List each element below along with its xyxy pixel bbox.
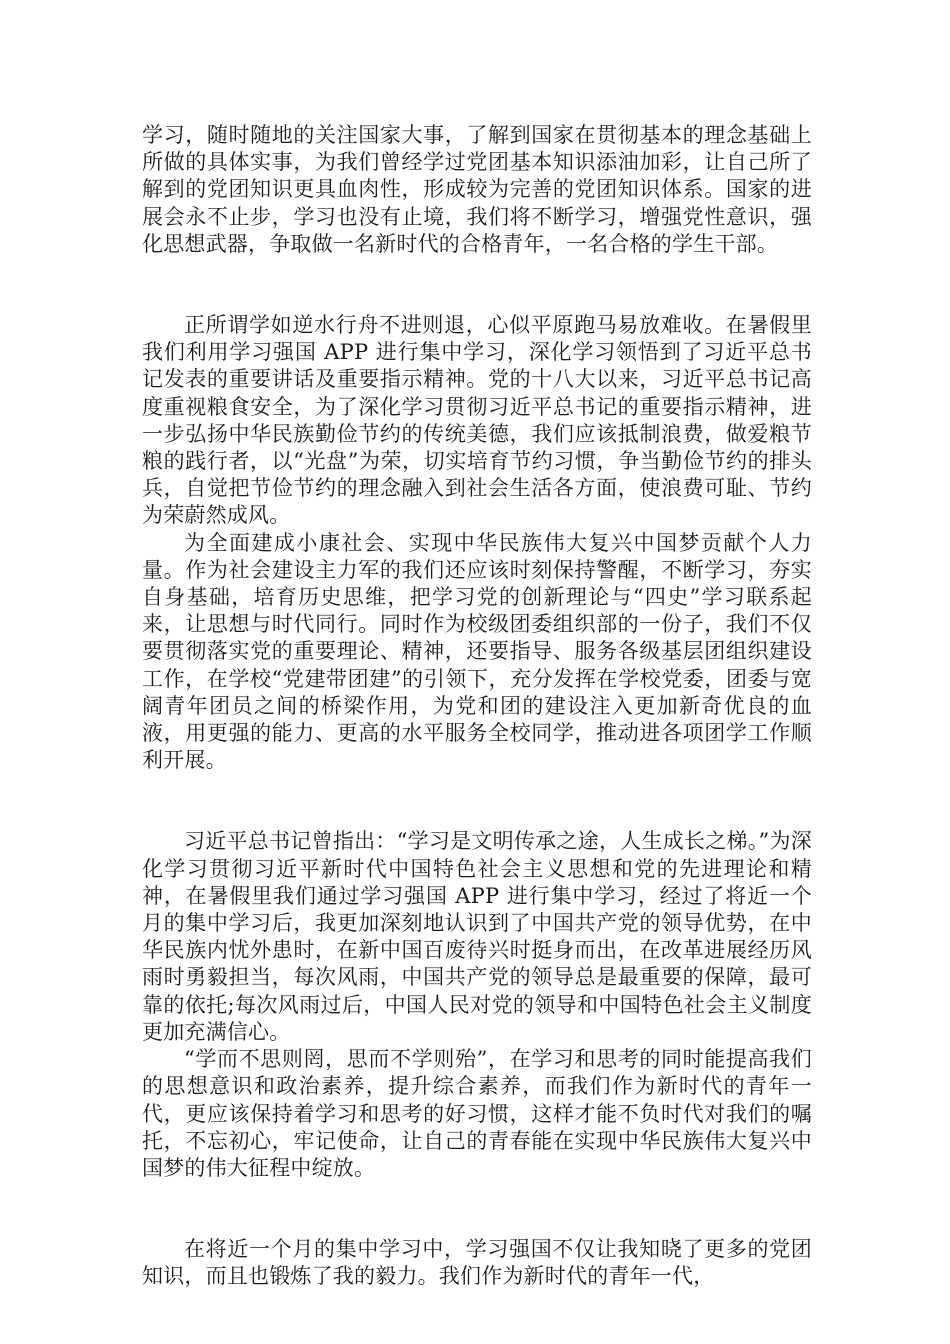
paragraph-spacer [142, 258, 812, 312]
paragraph-2: 正所谓学如逆水行舟不进则退，心似平原跑马易放难收。在暑假里我们利用学习强国 APP 进行集中学习，深化学习领悟到了习近平总书记发表的重要讲话及重要指示精神。党的十八大以来，习近平总书记高度重视粮食安全，为了深化学习贯彻习近平总书记的重要指示精神，进一步弘扬中华民族勤俭节约的传统美德，我们应该抵制浪费，做爱粮节粮的践行者，以“光盘”为荣，切实培育节约习惯，争当勤俭节约的排头兵，自觉把节俭节约的理念融入到社会生活各方面，使浪费可耻、节约为荣蔚然成风。 [142, 313, 812, 528]
paragraph-5: “学而不思则罔，思而不学则殆”，在学习和思考的同时能提高我们的思想意识和政治素养，提升综合素养，而我们作为新时代的青年一代，更应该保持着学习和思考的好习惯，这样才能不负时代对我们的嘱托，不忘初心，牢记使命，让自己的青春能在实现中华民族伟大复兴中国梦的伟大征程中绽放。 [142, 1047, 812, 1180]
paragraph-4: 习近平总书记曾指出：“学习是文明传承之途，人生成长之梯。”为深化学习贯彻习近平新时代中国特色社会主义思想和党的先进理论和精神，在暑假里我们通过学习强国 APP 进行集中学习，经过了将近一个月的集中学习后，我更加深刻地认识到了中国共产党的领导优势，在中华民族内忧外患时，在新中国百废待兴时挺身而出，在改革进展经历风雨时勇毅担当，每次风雨，中国共产党的领导总是最重要的保障，最可靠的依托;每次风雨过后，中国人民对党的领导和中国特色社会主义制度更加充满信心。 [142, 829, 812, 1044]
document-page [142, 122, 812, 1291]
paragraph-spacer [142, 774, 812, 828]
paragraph-3: 为全面建成小康社会、实现中华民族伟大复兴中国梦贡献个人力量。作为社会建设主力军的我们还应该时刻保持警醒，不断学习，夯实自身基础，培育历史思维，把学习党的创新理论与“四史”学习联系起来，让思想与时代同行。同时作为校级团委组织部的一份子，我们不仅要贯彻落实党的重要理论、精神，还要指导、服务各级基层团组织建设工作，在学校“党建带团建”的引领下，充分发挥在学校党委，团委与宽阔青年团员之间的桥梁作用，为党和团的建设注入更加新奇优良的血液，用更强的能力、更高的水平服务全校同学，推动进各项团学工作顺利开展。 [142, 530, 812, 773]
paragraph-spacer [142, 1182, 812, 1236]
paragraph-1: 学习，随时随地的关注国家大事，了解到国家在贯彻基本的理念基础上所做的具体实事，为我们曾经学过党团基本知识添油加彩，让自己所了解到的党团知识更具血肉性，形成较为完善的党团知识体系。国家的进展会永不止步，学习也没有止境，我们将不断学习，增强党性意识，强化思想武器，争取做一名新时代的合格青年，一名合格的学生干部。 [142, 123, 812, 256]
paragraph-6: 在将近一个月的集中学习中，学习强国不仅让我知晓了更多的党团知识，而且也锻炼了我的毅力。我们作为新时代的青年一代， [142, 1237, 812, 1289]
